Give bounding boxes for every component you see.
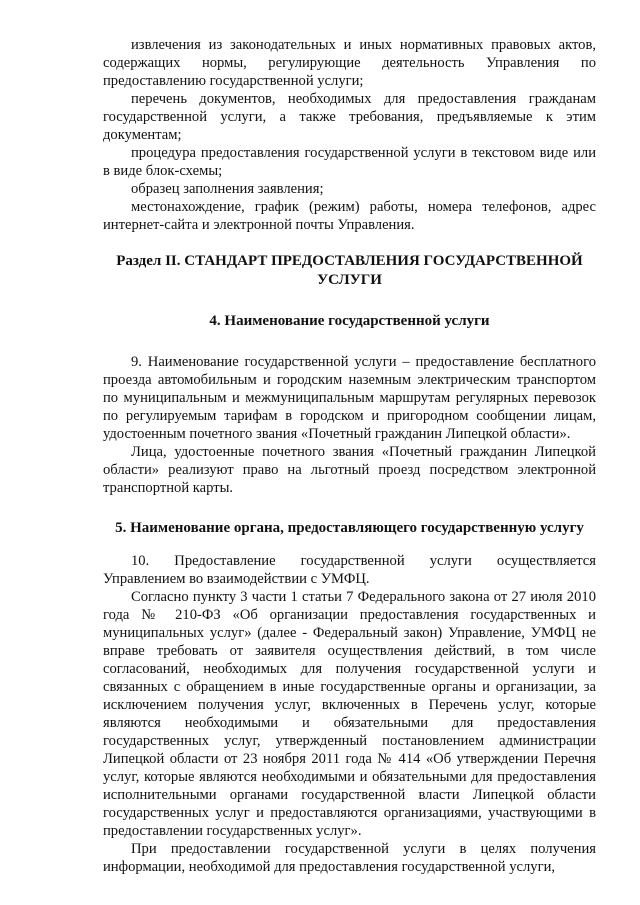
intro-item-3: процедура предоставления государственной услуги в текстовом виде или в виде блок-схемы; — [103, 145, 596, 179]
spacer — [103, 331, 596, 353]
subsection-5-heading: 5. Наименование органа, предоставляющего государственную услугу — [115, 520, 584, 536]
intro-item-1: извлечения из законодательных и иных нормативных правовых актов, содержащих нормы, регулирующие деятельность Управления по предоставлению государственной услуги; — [103, 37, 596, 89]
section-2-heading: Раздел II. СТАНДАРТ ПРЕДОСТАВЛЕНИЯ ГОСУДАРСТВЕННОЙ УСЛУГИ — [116, 253, 583, 288]
spacer — [103, 290, 596, 312]
spacer — [103, 234, 596, 252]
paragraph-10-law: Согласно пункту 3 части 1 статьи 7 Федерального закона от 27 июля 2010 года № 210-ФЗ «Об организации предоставления государственных и муниципальных услуг» (далее - Федеральный закон) Управление, УМФЦ не вправе требовать от заявителя осуществления действий, в том числе согласований, необходимых для получения государственной услуги и связанных с обращением в иные государственные органы и организации, за исключением получения услуг, включенных в Перечень услуг, которые являются необходимыми и обязательными для предоставления государственных услуг, утвержденный постановлением администрации Липецкой области от 23 ноября 2011 года № 414 «Об утверждении Перечня услуг, которые являются необходимыми и обязательными для предоставления исполнительными органами государственной власти Липецкой области государственных услуг и предоставляются организациями, участвующими в предоставлении государственных услуг». — [103, 589, 596, 839]
spacer — [103, 538, 596, 552]
intro-item-2: перечень документов, необходимых для предоставления гражданам государственной услуги, а также требования, предъявляемые к этим документам; — [103, 91, 596, 143]
subsection-4-heading: 4. Наименование государственной услуги — [209, 313, 490, 329]
intro-item-5: местонахождение, график (режим) работы, номера телефонов, адрес интернет-сайта и электронной почты Управления. — [103, 199, 596, 233]
paragraph-10: 10. Предоставление государственной услуги осуществляется Управлением во взаимодействии с УМФЦ. — [103, 553, 596, 587]
paragraph-9-note: Лица, удостоенные почетного звания «Почетный гражданин Липецкой области» реализуют право на льготный проезд посредством электронной транспортной карты. — [103, 444, 596, 496]
intro-item-4: образец заполнения заявления; — [131, 181, 324, 197]
paragraph-10-info: При предоставлении государственной услуги в целях получения информации, необходимой для предоставления государственной услуги, — [103, 841, 596, 875]
spacer — [103, 497, 596, 519]
page-content — [103, 36, 596, 876]
paragraph-9: 9. Наименование государственной услуги – предоставление бесплатного проезда автомобильным и городским наземным электрическим транспортом по муниципальным и межмуниципальным маршрутам регулярных перевозок по регулируемым тарифам в городском и пригородном сообщении лицам, удостоенным почетного звания «Почетный гражданин Липецкой области». — [103, 354, 596, 442]
